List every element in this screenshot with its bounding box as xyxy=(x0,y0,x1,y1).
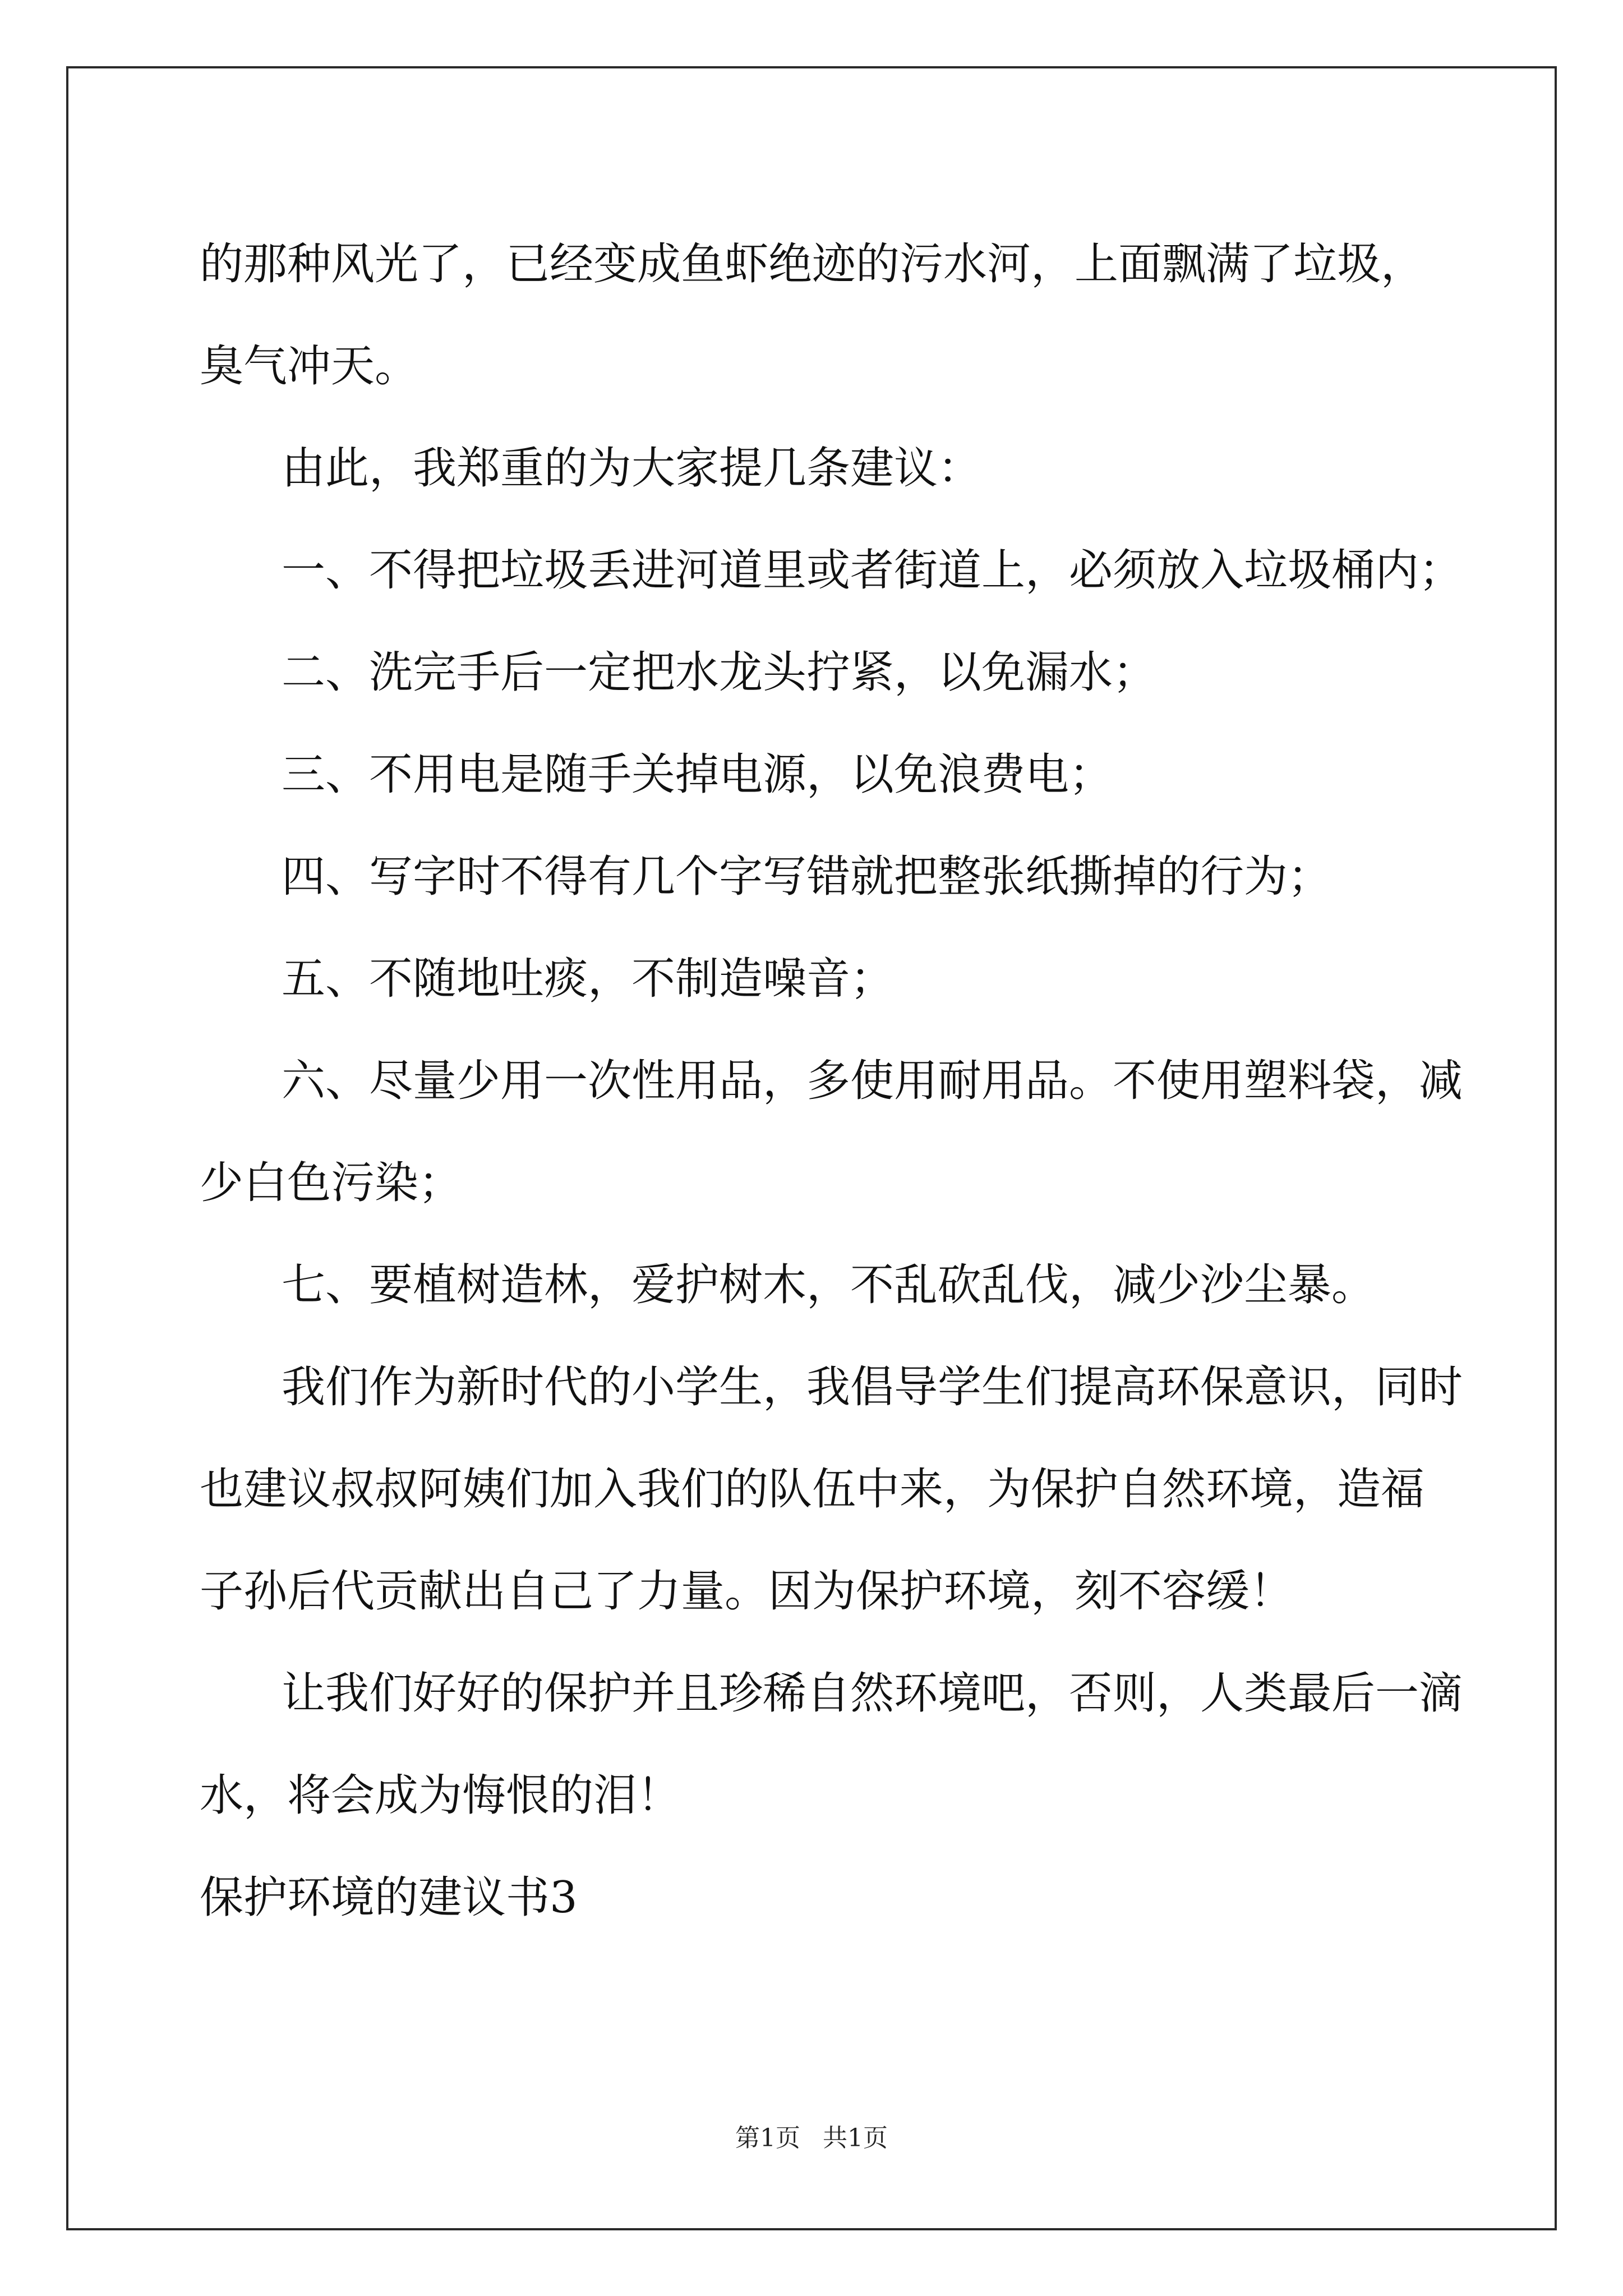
paragraph-6: 四、写字时不得有几个字写错就把整张纸撕掉的行为； xyxy=(282,852,1332,902)
page-number-current: 第1页 xyxy=(735,2124,800,2152)
paragraph-9: 七、要植树造林，爱护树木，不乱砍乱伐，减少沙尘暴。 xyxy=(282,1260,1376,1310)
paragraph-11: 让我们好好的保护并且珍稀自然环境吧，否则，人类最后一滴水，将会成为悔恨的泪！ xyxy=(200,1668,1463,1821)
paragraph-7: 五、不随地吐痰，不制造噪音； xyxy=(282,954,895,1004)
paragraph-4: 二、洗完手后一定把水龙头拧紧，以免漏水； xyxy=(282,647,1157,698)
page-footer xyxy=(0,2122,1623,2155)
paragraph-8: 六、尽量少用一次性用品，多使用耐用品。不使用塑料袋，减少白色污染； xyxy=(200,1056,1463,1208)
document-body xyxy=(200,213,1467,1949)
paragraph-2: 由此，我郑重的为大家提几条建议： xyxy=(282,443,982,494)
paragraph-10: 我们作为新时代的小学生，我倡导学生们提高环保意识，同时也建议叔叔阿姨们加入我们的队伍中来，为保护自然环境，造福子孙后代贡献出自己了力量。因为保护环境，刻不容缓！ xyxy=(200,1362,1463,1617)
section-heading: 保护环境的建议书3 xyxy=(200,1872,578,1923)
page-number-total: 共1页 xyxy=(823,2124,888,2152)
paragraph-3: 一、不得把垃圾丢进河道里或者街道上，必须放入垃圾桶内； xyxy=(282,545,1463,596)
paragraph-1: 的那种风光了，已经变成鱼虾绝迹的污水河，上面飘满了垃圾，臭气冲天。 xyxy=(200,239,1425,392)
paragraph-5: 三、不用电是随手关掉电源，以免浪费电； xyxy=(282,749,1113,800)
